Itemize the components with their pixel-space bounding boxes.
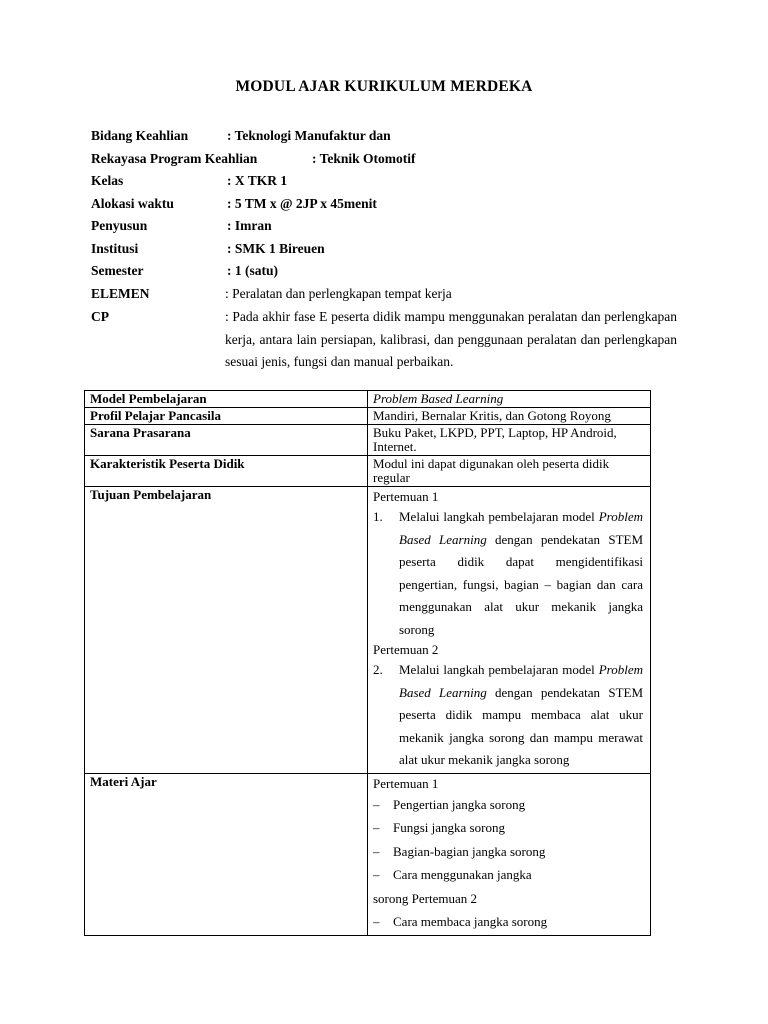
item-text: Melalui langkah pembelajaran model [399,509,595,524]
item-text: Pengertian jangka sorong [393,796,526,812]
item-text: Cara menggunakan jangka [393,867,532,882]
tujuan-list [373,506,645,641]
pertemuan-label: Pertemuan 1 [373,775,439,791]
table-row [85,456,651,487]
row-label: Karakteristik Peserta Didik [85,456,368,487]
info-value: : Peralatan dan perlengkapan tempat kerja [225,286,452,301]
info-value: : Imran [227,218,272,233]
item-model-name: Problem Based Learning [399,662,643,700]
dash-bullet: – [373,843,380,859]
item-number: 1. [373,509,383,524]
info-label: Institusi [91,241,139,256]
info-value: : X TKR 1 [227,173,288,188]
info-label: Bidang Keahlian [91,128,189,143]
dash-bullet: – [373,914,380,929]
row-value: Mandiri, Bernalar Kritis, dan Gotong Royong [368,408,651,425]
table-row [85,391,651,408]
materi-list [373,910,645,934]
row-label: Tujuan Pembelajaran [85,487,368,774]
info-value: : Teknologi Manufaktur dan [227,128,391,143]
list-item [373,816,645,840]
document-title: MODUL AJAR KURIKULUM MERDEKA [235,78,533,95]
item-text: Bagian-bagian jangka sorong [393,843,546,859]
item-text: dengan pendekatan STEM peserta didik mampu membaca alat ukur mekanik jangka sorong dan mampu merawat alat ukur mekanik jangka sorong [399,684,644,767]
cp-description: : Pada akhir fase E peserta didik mampu menggunakan peralatan dan perlengkapan kerja, antara lain persiapan, kalibrasi, dan penggunaan peralatan dan perlengkapan sesuai jenis, fungsi dan manual perbaikan. [225,309,677,369]
table-row [85,408,651,425]
info-label: ELEMEN [91,286,150,301]
dash-bullet: – [373,867,380,882]
list-item [373,840,645,864]
item-text: dengan pendekatan STEM peserta didik dapat mengidentifikasi pengertian, fungsi, bagian – bagian dan cara menggunakan alat ukur mekanik jangka sorong [399,531,644,637]
row-value: Buku Paket, LKPD, PPT, Laptop, HP Android, Internet. [368,425,651,456]
info-label: CP [91,309,109,324]
info-label: Penyusun [91,218,148,233]
info-value: : 5 TM x @ 2JP x 45menit [227,196,377,211]
info-value: : 1 (satu) [227,263,278,278]
info-label: Rekayasa Program Keahlian [91,151,258,166]
list-item [373,506,645,641]
info-label: Alokasi waktu [91,196,174,211]
row-value: Problem Based Learning [368,391,651,408]
row-label: Model Pembelajaran [85,391,368,408]
row-label: Materi Ajar [85,773,368,935]
row-label: Sarana Prasarana [85,425,368,456]
list-item [373,910,645,934]
info-value: : SMK 1 Bireuen [227,241,325,256]
list-item [373,863,645,887]
table-row [85,773,651,935]
list-item [373,659,645,772]
info-label: Kelas [91,173,124,188]
tujuan-list [373,659,645,772]
info-label: Semester [91,263,144,278]
tujuan-content [368,487,651,774]
materi-content [368,773,651,935]
table-row [85,425,651,456]
row-label: Profil Pelajar Pancasila [85,408,368,425]
item-text: Cara membaca jangka sorong [393,914,548,929]
item-text: Melalui langkah pembelajaran model [399,662,595,677]
materi-list [373,793,645,887]
item-text: Fungsi jangka sorong [393,820,505,835]
dash-bullet: – [373,820,380,835]
pertemuan-label: Pertemuan 1 [373,489,439,504]
row-value: Modul ini dapat digunakan oleh peserta didik regular [368,456,651,487]
list-item [373,793,645,817]
materi-wrap-line: sorong Pertemuan 2 [373,890,477,906]
pertemuan-label: Pertemuan 2 [373,642,439,657]
item-number: 2. [373,662,383,677]
info-value: : Teknik Otomotif [312,151,416,166]
dash-bullet: – [373,796,380,812]
table-row [85,487,651,774]
module-table [84,390,651,936]
item-model-name: Problem Based Learning [399,509,643,547]
